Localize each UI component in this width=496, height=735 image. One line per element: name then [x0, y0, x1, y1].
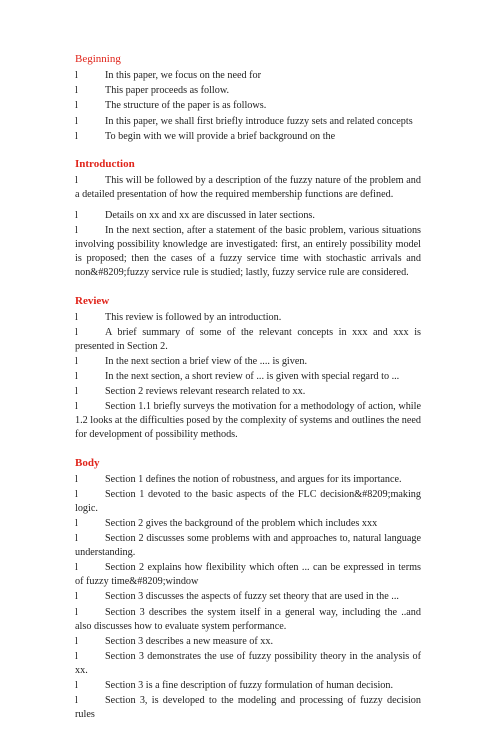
list-item: l Section 2 discusses some problems with and approaches to, natural language understanding. [75, 533, 421, 559]
bullet-marker: l [75, 386, 78, 398]
list-item: l This will be followed by a description of the fuzzy nature of the problem and a detailed presentation of how the required membership functions are defined. [75, 174, 421, 201]
section-heading: Body [75, 456, 100, 469]
bullet-marker: l [75, 533, 78, 545]
bullet-marker: l [75, 130, 78, 142]
list-item: l In this paper, we shall first briefly introduce fuzzy sets and related concepts [75, 115, 421, 129]
list-item: l In the next section, after a statement of the basic problem, various situations involving possibility knowledge are investigated: first, an entirely possibility model is proposed; then the cases of a fuzzy service time with stochastic arrivals and non&#8209;fuzzy service rule is studied; lastly, fuzzy service rule are considered. [75, 225, 421, 279]
section-heading: Beginning [75, 53, 121, 65]
bullet-marker: l [75, 356, 78, 368]
list-item: l Section 2 reviews relevant research related to xx. [75, 385, 421, 399]
bullet-marker: l [75, 115, 78, 127]
list-item: l This paper proceeds as follow. [75, 84, 421, 98]
bullet-marker: l [75, 488, 78, 500]
bullet-marker: l [75, 85, 78, 97]
list-item: l Section 3 is a fine description of fuzzy formulation of human decision. [75, 679, 421, 693]
bullet-marker: l [75, 100, 78, 112]
list-item: l Section 2 gives the background of the problem which includes xxx [75, 517, 421, 531]
bullet-marker: l [75, 225, 78, 237]
bullet-marker: l [75, 70, 78, 82]
list-item: l To begin with we will provide a brief background on the [75, 130, 421, 144]
list-item: l Section 3 describes a new measure of xx. [75, 635, 421, 649]
section-introduction [75, 157, 421, 281]
list-item: l A brief summary of some of the relevant concepts in xxx and xxx is presented in Section 2. [75, 326, 421, 352]
bullet-marker: l [75, 635, 78, 647]
list-item: l Section 3 discusses the aspects of fuzzy set theory that are used in the ... [75, 590, 421, 604]
bullet-marker: l [75, 650, 78, 662]
list-item: l This review is followed by an introduction. [75, 311, 421, 325]
bullet-marker: l [75, 174, 78, 186]
list-item: l Section 2 explains how flexibility which often ... can be expressed in terms of fuzzy time&#8209;window [75, 562, 421, 588]
list-item: l Details on xx and xx are discussed in later sections. [75, 209, 421, 223]
section-heading: Review [75, 294, 110, 307]
list-item: l Section 3, is developed to the modeling and processing of fuzzy decision rules [75, 695, 421, 721]
bullet-marker: l [75, 695, 78, 706]
section-review [75, 294, 421, 443]
bullet-marker: l [75, 473, 78, 485]
list-item: l Section 1 defines the notion of robustness, and argues for its importance. [75, 473, 421, 487]
bullet-marker: l [75, 591, 78, 603]
list-item: l The structure of the paper is as follows. [75, 99, 421, 113]
list-item: l In the next section, a short review of ... is given with special regard to ... [75, 370, 421, 384]
list-item: l Section 1.1 briefly surveys the motivation for a methodology of action, while 1.2 looks at the difficulties posed by the complexity of systems and outlines the need for development of possibility methods. [75, 401, 421, 441]
bullet-marker: l [75, 326, 78, 338]
section-beginning [75, 52, 421, 144]
bullet-marker: l [75, 679, 78, 691]
list-item: l Section 1 devoted to the basic aspects of the FLC decision&#8209;making logic. [75, 488, 421, 514]
list-item: l In this paper, we focus on the need for [75, 69, 421, 83]
section-heading: Introduction [75, 157, 135, 170]
list-item: l Section 3 demonstrates the use of fuzzy possibility theory in the analysis of xx. [75, 650, 421, 676]
document-page [75, 52, 421, 735]
section-body [75, 456, 421, 723]
list-item: l In the next section a brief view of the .... is given. [75, 355, 421, 369]
bullet-marker: l [75, 210, 78, 222]
bullet-marker: l [75, 606, 78, 618]
bullet-marker: l [75, 401, 78, 413]
bullet-marker: l [75, 311, 78, 323]
bullet-marker: l [75, 371, 78, 383]
list-item: l Section 3 describes the system itself in a general way, including the ..and also discusses how to evaluate system performance. [75, 606, 421, 632]
bullet-marker: l [75, 518, 78, 530]
bullet-marker: l [75, 562, 78, 574]
